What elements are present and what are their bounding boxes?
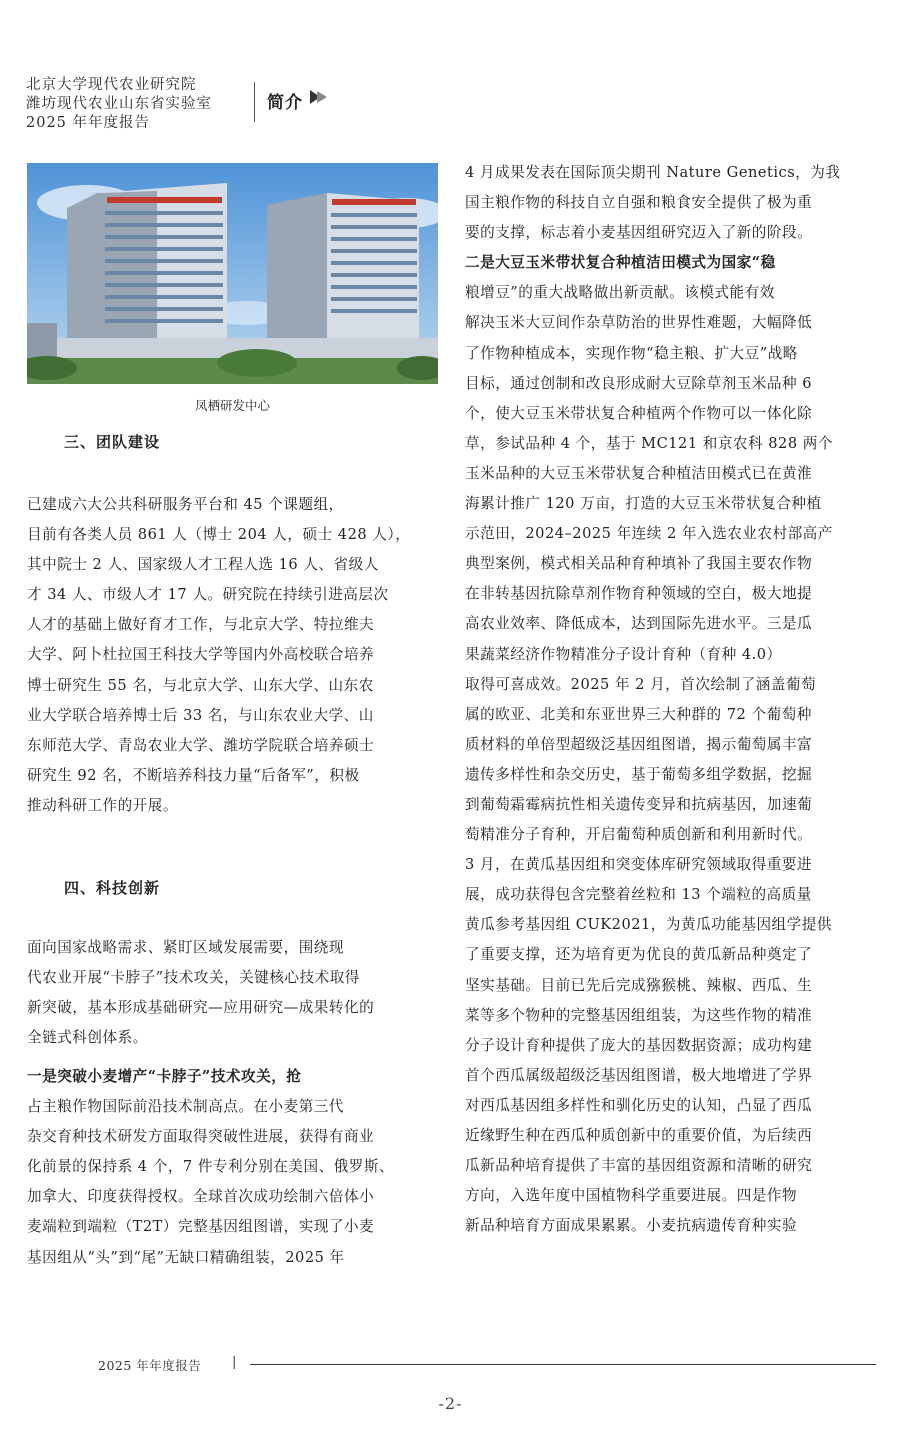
wheat-paragraph bbox=[27, 1062, 438, 1273]
report-year-line: 2025 年年度报告 bbox=[26, 115, 151, 131]
heading-team-building: 三、团队建设 bbox=[64, 433, 161, 451]
text-line: 海累计推广 120 万亩，打造的大豆玉米带状复合种植 bbox=[465, 495, 822, 513]
text-line: 解决玉米大豆间作杂草防治的世界性难题，大幅降低 bbox=[465, 314, 813, 332]
text-line: 人才的基础上做好育才工作，与北京大学、特拉维夫 bbox=[27, 616, 375, 634]
text-line: 典型案例，模式相关品种育种填补了我国主要农作物 bbox=[465, 555, 813, 573]
organization-header bbox=[26, 76, 256, 133]
text-line: 遗传多样性和杂交历史，基于葡萄多组学数据，挖掘 bbox=[465, 765, 813, 783]
text-line: 在非转基因抗除草剂作物育种领域的空白，极大地提 bbox=[465, 585, 813, 603]
footer-rule bbox=[250, 1364, 876, 1365]
text-line: 萄精准分子育种，开启葡萄种质创新和利用新时代。 bbox=[465, 826, 813, 844]
text-line: 才 34 人、市级人才 17 人。研究院在持续引进高层次 bbox=[27, 586, 389, 604]
text-line: 新品种培育方面成果累累。小麦抗病遗传育种实验 bbox=[465, 1217, 798, 1235]
text-line: 高农业效率、降低成本，达到国际先进水平。三是瓜 bbox=[465, 615, 813, 633]
text-line: 二是大豆玉米带状复合种植洁田模式为国家“稳 bbox=[465, 254, 776, 272]
heading-innovation: 四、科技创新 bbox=[64, 879, 161, 897]
text-line: 麦端粒到端粒（T2T）完整基因组图谱，实现了小麦 bbox=[27, 1218, 375, 1236]
text-line: 草，参试品种 4 个，基于 MC121 和京农科 828 两个 bbox=[465, 434, 833, 452]
text-line: 杂交育种技术研发方面取得突破性进展，获得有商业 bbox=[27, 1128, 375, 1146]
text-line: 分子设计育种提供了庞大的基因数据资源；成功构建 bbox=[465, 1036, 813, 1054]
text-line: 国主粮作物的科技自立自强和粮食安全提供了极为重 bbox=[465, 194, 813, 212]
text-line: 菜等多个物种的完整基因组组装，为这些作物的精准 bbox=[465, 1006, 813, 1024]
text-line: 果蔬菜经济作物精准分子设计育种（育种 4.0） bbox=[465, 645, 782, 663]
text-line: 目前有各类人员 861 人（博士 204 人，硕士 428 人）， bbox=[27, 526, 411, 544]
building-photo bbox=[27, 163, 438, 384]
org-line-2: 潍坊现代农业山东省实验室 bbox=[26, 96, 212, 112]
text-line: 4 月成果发表在国际顶尖期刊 Nature Genetics，为我 bbox=[465, 164, 841, 181]
text-line: 粮增豆”的重大战略做出新贡献。该模式能有效 bbox=[465, 284, 775, 302]
text-line: 要的支撑，标志着小麦基因组研究迈入了新的阶段。 bbox=[465, 224, 813, 242]
text-line: 黄瓜参考基因组 CUK2021，为黄瓜功能基因组学提供 bbox=[465, 916, 832, 934]
footer-separator: | bbox=[232, 1355, 237, 1370]
text-line: 质材料的单倍型超级泛基因组图谱，揭示葡萄属丰富 bbox=[465, 735, 813, 753]
text-line: 目标，通过创制和改良形成耐大豆除草剂玉米品种 6 bbox=[465, 374, 812, 392]
text-line: 基因组从“头”到“尾”无缺口精确组装，2025 年 bbox=[27, 1248, 345, 1266]
text-line: 东师范大学、青岛农业大学、潍坊学院联合培养硕士 bbox=[27, 736, 375, 754]
text-line: 已建成六大公共科研服务平台和 45 个课题组， bbox=[27, 496, 344, 513]
text-line: 个，使大豆玉米带状复合种植两个作物可以一体化除 bbox=[465, 404, 813, 422]
photo-caption: 凤栖研发中心 bbox=[194, 398, 270, 413]
text-line: 首个西瓜属级超级泛基因组图谱，极大地增进了学界 bbox=[465, 1066, 813, 1084]
text-line: 取得可喜成效。2025 年 2 月，首次绘制了涵盖葡萄 bbox=[465, 675, 817, 693]
header-divider bbox=[254, 82, 255, 122]
text-line: 属的欧亚、北美和东亚世界三大种群的 72 个葡萄种 bbox=[465, 705, 812, 723]
org-line-1: 北京大学现代农业研究院 bbox=[26, 77, 197, 93]
text-line: 了作物种植成本，实现作物“稳主粮、扩大豆”战略 bbox=[465, 344, 798, 362]
text-line: 推动科研工作的开展。 bbox=[27, 796, 178, 814]
text-line: 研究生 92 名，不断培养科技力量“后备军”，积极 bbox=[27, 766, 360, 784]
text-line: 玉米品种的大豆玉米带状复合种植洁田模式已在黄淮 bbox=[465, 464, 813, 482]
page-number: -2- bbox=[438, 1394, 463, 1413]
text-line: 近缘野生种在西瓜种质创新中的重要价值，为后续西 bbox=[465, 1127, 813, 1144]
text-line: 占主粮作物国际前沿技术制高点。在小麦第三代 bbox=[27, 1098, 344, 1116]
text-line: 展，成功获得包含完整着丝粒和 13 个端粒的高质量 bbox=[465, 886, 812, 904]
text-line: 一是突破小麦增产“卡脖子”技术攻关，抢 bbox=[27, 1068, 302, 1085]
text-line: 方向，入选年度中国植物科学重要进展。四是作物 bbox=[465, 1187, 798, 1205]
text-line: 坚实基础。目前已先后完成猕猴桃、辣椒、西瓜、生 bbox=[465, 976, 813, 994]
right-column-text bbox=[465, 158, 877, 1241]
text-line: 新突破，基本形成基础研究—应用研究—成果转化的 bbox=[27, 999, 375, 1017]
section-title: 简介 bbox=[267, 93, 303, 113]
text-line: 其中院士 2 人、国家级人才工程人选 16 人、省级人 bbox=[27, 556, 379, 574]
footer-report-label: 2025 年年度报告 bbox=[98, 1358, 202, 1373]
text-line: 3 月，在黄瓜基因组和突变体库研究领域取得重要进 bbox=[465, 856, 812, 874]
text-line: 到葡萄霜霉病抗性相关遗传变异和抗病基因，加速葡 bbox=[465, 795, 813, 813]
text-line: 代农业开展“卡脖子”技术攻关，关键核心技术取得 bbox=[27, 969, 360, 987]
text-line: 业大学联合培养博士后 33 名，与山东农业大学、山 bbox=[27, 706, 374, 724]
team-paragraph bbox=[27, 490, 438, 821]
text-line: 化前景的保持系 4 个，7 件专利分别在美国、俄罗斯、 bbox=[27, 1158, 395, 1176]
section-arrow-icon bbox=[310, 90, 328, 104]
text-line: 博士研究生 55 名，与北京大学、山东大学、山东农 bbox=[27, 676, 374, 694]
text-line: 全链式科创体系。 bbox=[27, 1029, 148, 1047]
text-line: 面向国家战略需求、紧盯区域发展需要，围绕现 bbox=[27, 939, 344, 956]
text-line: 了重要支撑，还为培育更为优良的黄瓜新品种奠定了 bbox=[465, 946, 813, 964]
text-line: 大学、阿卜杜拉国王科技大学等国内外高校联合培养 bbox=[27, 646, 375, 664]
text-line: 瓜新品种培育提供了丰富的基因组资源和清晰的研究 bbox=[465, 1157, 813, 1175]
text-line: 示范田，2024–2025 年连续 2 年入选农业农村部高产 bbox=[465, 525, 833, 543]
text-line: 加拿大、印度获得授权。全球首次成功绘制六倍体小 bbox=[27, 1188, 375, 1206]
text-line: 对西瓜基因组多样性和驯化历史的认知，凸显了西瓜 bbox=[465, 1096, 813, 1114]
innovation-paragraph bbox=[27, 933, 438, 1053]
